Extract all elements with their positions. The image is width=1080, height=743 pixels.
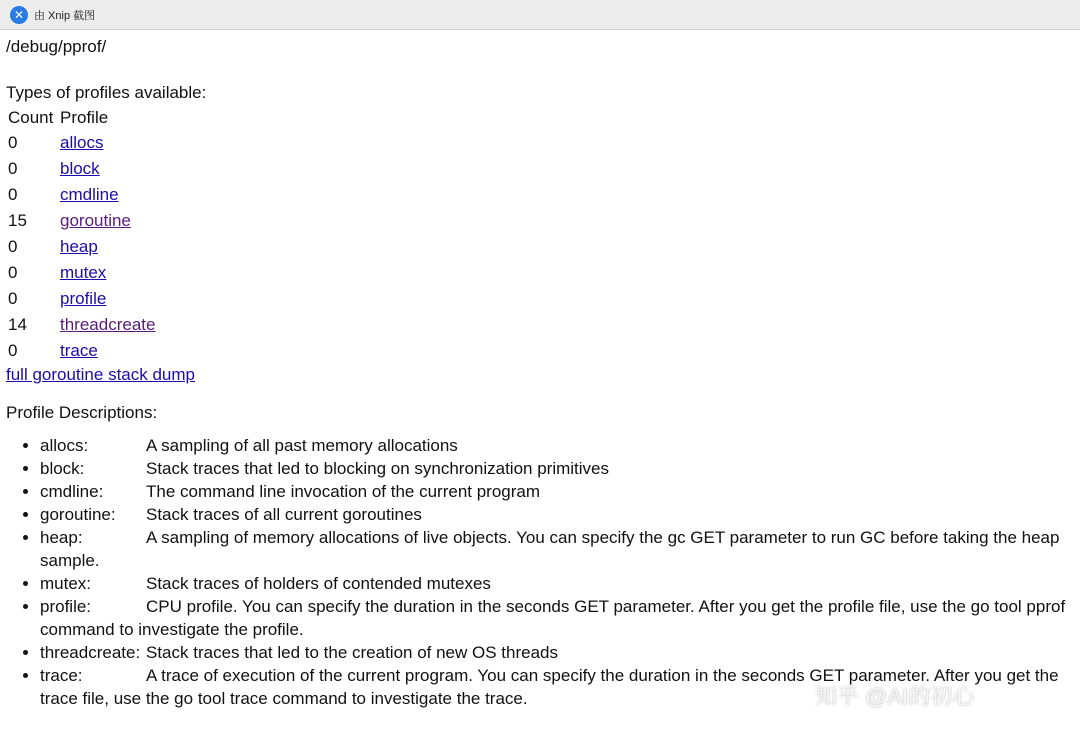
column-header-count: Count [8, 108, 54, 127]
profile-cell [58, 182, 157, 208]
description-term: profile: [40, 597, 92, 616]
table-row [6, 286, 157, 312]
table-row [6, 260, 157, 286]
profile-count: 0 [8, 185, 18, 204]
profile-count: 14 [8, 315, 27, 334]
profiles-table [6, 106, 157, 364]
profile-count: 0 [8, 237, 18, 256]
description-text: Stack traces that led to the creation of new OS threads [146, 643, 559, 662]
description-term: goroutine: [40, 505, 116, 524]
list-item [40, 526, 1074, 572]
list-item [40, 457, 1074, 480]
descriptions-title: Profile Descriptions: [6, 403, 158, 422]
profile-link-cmdline[interactable]: cmdline [60, 185, 119, 204]
profile-cell [58, 260, 157, 286]
window-title: 由 Xnip 截图 [34, 9, 96, 22]
column-header-profile: Profile [60, 108, 109, 127]
profile-count: 0 [8, 159, 18, 178]
profile-cell [58, 156, 157, 182]
description-text: A sampling of all past memory allocations [146, 436, 458, 455]
profile-link-goroutine[interactable]: goroutine [60, 211, 131, 230]
description-term: threadcreate: [40, 643, 141, 662]
table-row [6, 156, 157, 182]
profile-count: 0 [8, 133, 18, 152]
profile-link-heap[interactable]: heap [60, 237, 98, 256]
list-item [40, 641, 1074, 664]
profile-count: 0 [8, 341, 18, 360]
profile-count: 0 [8, 263, 18, 282]
profile-cell [58, 234, 157, 260]
profile-cell [58, 312, 157, 338]
description-text: CPU profile. You can specify the duration in the seconds GET parameter. After you get the profile file, use the go tool pprof command to investigate the profile. [40, 597, 1066, 639]
description-text: Stack traces of all current goroutines [146, 505, 422, 524]
description-term: cmdline: [40, 482, 104, 501]
profile-link-block[interactable]: block [60, 159, 100, 178]
description-term: trace: [40, 666, 83, 685]
profile-count: 0 [8, 289, 18, 308]
page-content [0, 30, 1080, 710]
profile-cell [58, 338, 157, 364]
description-text: Stack traces that led to blocking on synchronization primitives [146, 459, 610, 478]
profile-count: 15 [8, 211, 27, 230]
profile-cell [58, 286, 157, 312]
descriptions-list [6, 434, 1074, 710]
list-item [40, 480, 1074, 503]
profile-link-threadcreate[interactable]: threadcreate [60, 315, 156, 334]
xnip-icon: ✕ [10, 6, 28, 24]
table-row [6, 234, 157, 260]
types-title: Types of profiles available: [6, 83, 207, 102]
description-text: The command line invocation of the current program [146, 482, 541, 501]
page-path: /debug/pprof/ [6, 37, 107, 56]
table-row [6, 182, 157, 208]
full-goroutine-dump-link[interactable]: full goroutine stack dump [6, 365, 195, 384]
description-term: allocs: [40, 436, 89, 455]
description-text: A trace of execution of the current program. You can specify the duration in the seconds GET parameter. After you get the trace file, use the go tool trace command to investigate the trace. [40, 666, 1059, 708]
profile-cell [58, 208, 157, 234]
list-item [40, 572, 1074, 595]
table-row [6, 312, 157, 338]
description-term: mutex: [40, 574, 92, 593]
table-header-row [6, 106, 157, 130]
description-text: A sampling of memory allocations of live objects. You can specify the gc GET parameter to run GC before taking the heap sample. [40, 528, 1060, 570]
table-row [6, 338, 157, 364]
profile-link-allocs[interactable]: allocs [60, 133, 104, 152]
description-term: block: [40, 459, 85, 478]
list-item [40, 434, 1074, 457]
list-item [40, 595, 1074, 641]
profile-link-mutex[interactable]: mutex [60, 263, 107, 282]
table-row [6, 130, 157, 156]
profile-link-profile[interactable]: profile [60, 289, 107, 308]
watermark: 知乎 @AI的初心 [815, 684, 975, 709]
description-text: Stack traces of holders of contended mutexes [146, 574, 491, 593]
table-row [6, 208, 157, 234]
window-titlebar [0, 0, 1080, 30]
list-item [40, 503, 1074, 526]
profile-link-trace[interactable]: trace [60, 341, 98, 360]
description-term: heap: [40, 528, 83, 547]
profile-cell [58, 130, 157, 156]
profiles-table-body [6, 130, 157, 364]
